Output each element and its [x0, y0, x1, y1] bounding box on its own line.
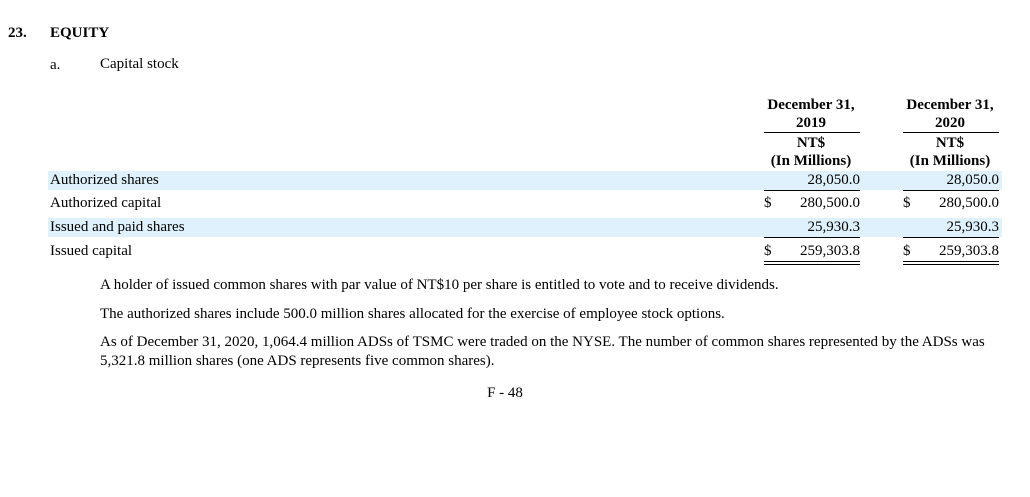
row-label: Authorized capital — [50, 195, 162, 211]
column-unit: (In Millions) — [909, 153, 991, 169]
note-paragraph: A holder of issued common shares with par value of NT$10 per share is entitled to vote and to receive dividends. — [100, 277, 779, 293]
currency-symbol-2019: $ — [764, 195, 772, 211]
value-2020: 259,303.8 — [939, 243, 999, 259]
double-rule — [764, 261, 860, 262]
column-date-line2: 2019 — [796, 115, 826, 131]
currency-symbol-2019: $ — [764, 243, 772, 259]
value-2020: 28,050.0 — [946, 172, 999, 188]
double-rule — [903, 261, 999, 262]
page-number: F - 48 — [487, 385, 523, 401]
column-date-line1: December 31, — [906, 97, 994, 113]
column-currency: NT$ — [935, 135, 965, 151]
row-label: Authorized shares — [50, 172, 159, 188]
column-currency: NT$ — [796, 135, 826, 151]
column-unit: (In Millions) — [770, 153, 852, 169]
cell-rule — [764, 237, 860, 238]
note-paragraph: As of December 31, 2020, 1,064.4 million ADSs of TSMC were traded on the NYSE. The number of common shares represented by the ADSs was 5,321.8 million shares (one ADS represents five common shares). — [100, 334, 985, 369]
row-label: Issued and paid shares — [50, 219, 185, 235]
subsection-letter: a. — [50, 57, 61, 73]
column-date-line1: December 31, — [767, 97, 855, 113]
section-number: 23. — [8, 25, 27, 41]
value-2019: 280,500.0 — [800, 195, 860, 211]
column-date-line2: 2020 — [935, 115, 965, 131]
cell-rule — [903, 237, 999, 238]
header-rule — [764, 132, 860, 133]
note-paragraph: The authorized shares include 500.0 million shares allocated for the exercise of employee stock options. — [100, 306, 725, 322]
currency-symbol-2020: $ — [903, 195, 911, 211]
cell-rule — [764, 190, 860, 191]
value-2020: 280,500.0 — [939, 195, 999, 211]
row-label: Issued capital — [50, 243, 133, 259]
double-rule — [903, 264, 999, 265]
value-2019: 25,930.3 — [807, 219, 860, 235]
cell-rule — [903, 190, 999, 191]
subsection-title: Capital stock — [100, 56, 179, 72]
header-rule — [903, 132, 999, 133]
value-2019: 28,050.0 — [807, 172, 860, 188]
section-title: EQUITY — [50, 25, 110, 41]
value-2019: 259,303.8 — [800, 243, 860, 259]
value-2020: 25,930.3 — [946, 219, 999, 235]
currency-symbol-2020: $ — [903, 243, 911, 259]
double-rule — [764, 264, 860, 265]
